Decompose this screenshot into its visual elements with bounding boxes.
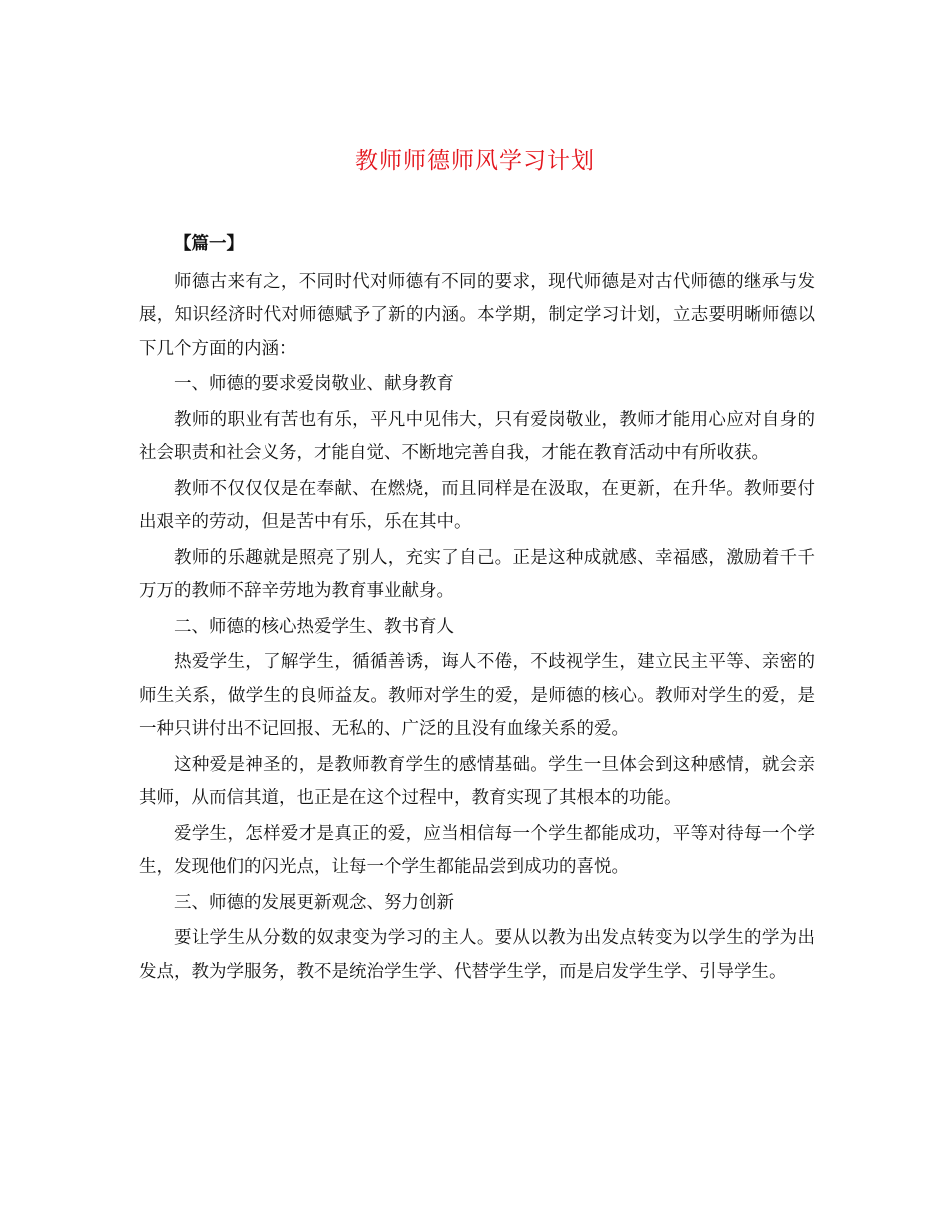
paragraph: 这种爱是神圣的，是教师教育学生的感情基础。学生一旦体会到这种感情，就会亲其师，从而信其道，也正是在这个过程中，教育实现了其根本的功能。 [139, 754, 815, 808]
document-title: 教师师德师风学习计划 [355, 148, 595, 174]
paragraph-intro: 师德古来有之，不同时代对师德有不同的要求，现代师德是对古代师德的继承与发展，知识经济时代对师德赋予了新的内涵。本学期，制定学习计划，立志要明晰师德以下几个方面的内涵： [139, 271, 815, 359]
paragraph: 要让学生从分数的奴隶变为学习的主人。要从以教为出发点转变为以学生的学为出发点，教为学服务，教不是统治学生学、代替学生学，而是启发学生学、引导学生。 [139, 928, 815, 982]
heading-three: 三、师德的发展更新观念、努力创新 [174, 892, 454, 913]
paragraph: 教师的乐趣就是照亮了别人，充实了自己。正是这种成就感、幸福感，激励着千千万万的教师不辞辛劳地为教育事业献身。 [139, 547, 815, 601]
paragraph: 热爱学生，了解学生，循循善诱，诲人不倦，不歧视学生，建立民主平等、亲密的师生关系，做学生的良师益友。教师对学生的爱，是师德的核心。教师对学生的爱，是一种只讲付出不记回报、无私的、广泛的且没有血缘关系的爱。 [139, 652, 815, 739]
paragraph: 教师的职业有苦也有乐，平凡中见伟大，只有爱岗敬业，教师才能用心应对自身的社会职责和社会义务，才能自觉、不断地完善自我，才能在教育活动中有所收获。 [139, 409, 815, 463]
heading-two: 二、师德的核心热爱学生、教书育人 [174, 616, 454, 637]
section-label: 【篇一】 [174, 234, 244, 254]
paragraph: 爱学生，怎样爱才是真正的爱，应当相信每一个学生都能成功，平等对待每一个学生，发现他们的闪光点，让每一个学生都能品尝到成功的喜悦。 [139, 823, 815, 877]
document-body [139, 228, 815, 991]
paragraph: 教师不仅仅仅是在奉献、在燃烧，而且同样是在汲取，在更新，在升华。教师要付出艰辛的劳动，但是苦中有乐，乐在其中。 [139, 478, 815, 532]
heading-one: 一、师德的要求爱岗敬业、献身教育 [174, 374, 454, 394]
